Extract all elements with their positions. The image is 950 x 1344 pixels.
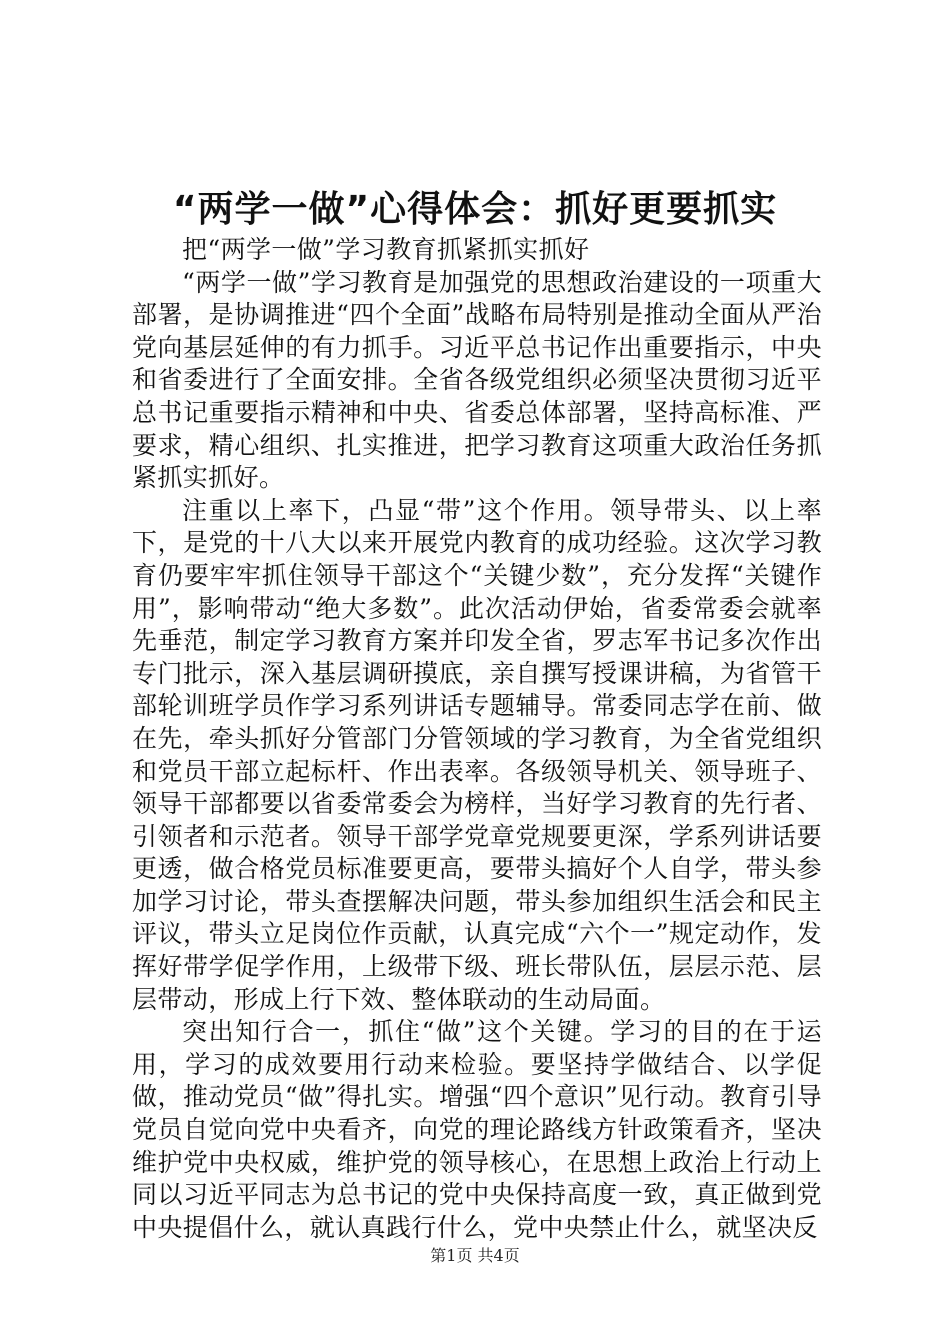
paragraph-lead-by-example: 注重以上率下，凸显“带”这个作用。领导带头、以上率下，是党的十八大以来开展党内教育的成功经验。这次学习教育仍要牢牢抓住领导干部这个“关键少数”，充分发挥“关键作用”，影响带动“绝大多数”。此次活动伊始，省委常委会就率先垂范，制定学习教育方案并印发全省，罗志军书记多次作出专门批示，深入基层调研摸底，亲自撰写授课讲稿，为省管干部轮训班学员作学习系列讲话专题辅导。常委同志学在前、做在先，牵头抓好分管部门分管领域的学习教育，为全省党组织和党员干部立起标杆、作出表率。各级领导机关、领导班子、领导干部都要以省委常委会为榜样，当好学习教育的先行者、引领者和示范者。领导干部学党章党规要更深，学系列讲话要更透，做合格党员标准要更高，要带头搞好个人自学，带头参加学习讨论，带头查摆解决问题，带头参加组织生活会和民主评议，带头立足岗位作贡献，认真完成“六个一”规定动作，发挥好带学促学作用，上级带下级、班长带队伍，层层示范、层层带动，形成上行下效、整体联动的生动局面。 — [132, 495, 822, 1014]
document-title: “两学一做”心得体会：抓好更要抓实 — [172, 189, 778, 230]
paragraph-unity-of-knowledge-and-action: 突出知行合一，抓住“做”这个关键。学习的目的在于运用，学习的成效要用行动来检验。要坚持学做结合、以学促做，推动党员“做”得扎实。增强“四个意识”见行动。教育引导党员自觉向党中央看齐，向党的理论路线方针政策看齐，坚决维护党中央权威，维护党的领导核心，在思想上政治上行动上同以习近平同志为总书记的党中央保持高度一致，真正做到党中央提倡什么，就认真践行什么，党中央禁止什么，就坚决反 — [132, 1017, 822, 1242]
page-footer: 第1页 共4页 — [430, 1246, 520, 1265]
paragraph-subtitle: 把“两学一做”学习教育抓紧抓实抓好 — [182, 235, 590, 264]
paragraph-intro: “两学一做”学习教育是加强党的思想政治建设的一项重大部署，是协调推进“四个全面”战略布局特别是推动全面从严治党向基层延伸的有力抓手。习近平总书记作出重要指示，中央和省委进行了全面安排。全省各级党组织必须坚决贯彻习近平总书记重要指示精神和中央、省委总体部署，坚持高标准、严要求，精心组织、扎实推进，把学习教育这项重大政治任务抓紧抓实抓好。 — [132, 267, 822, 493]
document-body — [132, 234, 822, 1244]
